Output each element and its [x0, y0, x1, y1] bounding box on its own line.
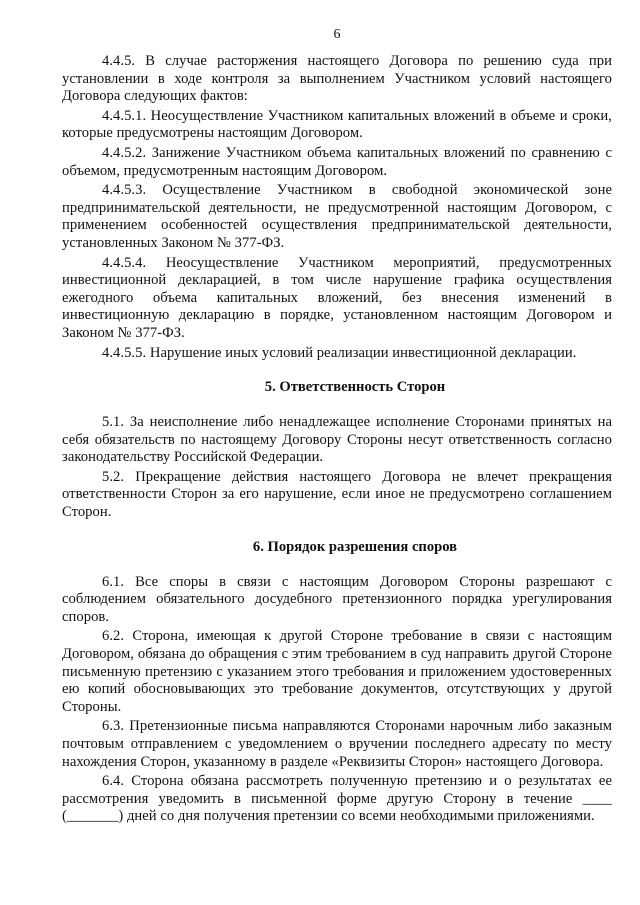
section-5-title: 5. Ответственность Сторон	[264, 379, 446, 396]
paragraph-6-2: 6.2. Сторона, имеющая к другой Стороне требование в связи с настоящим Договором, обязана до обращения с этим требованием в суд направить другой Стороне письменную претензию с указанием этого требования и приложением удостоверенных ею копий обосновывающих это требование документов, отсутствующих у другой Стороны.	[62, 628, 612, 715]
paragraph-4-4-5-5: 4.4.5.5. Нарушение иных условий реализации инвестиционной декларации.	[102, 344, 577, 361]
paragraph-5-1: 5.1. За неисполнение либо ненадлежащее исполнение Сторонами принятых на себя обязательств по настоящему Договору Стороны несут ответственность согласно законодательству Российской Федерации.	[62, 414, 612, 466]
paragraph-6-4: 6.4. Сторона обязана рассмотреть полученную претензию и о результатах ее рассмотрения уведомить в письменной форме другую Сторону в течение ____ (_______) дней со дня получения претензии со всеми необходимыми приложениями.	[62, 773, 612, 825]
paragraph-6-3: 6.3. Претензионные письма направляются Сторонами нарочным либо заказным почтовым отправлением с уведомлением о вручении последнего адресату по месту нахождения Сторон, указанному в разделе «Реквизиты Сторон» настоящего Договора.	[62, 718, 612, 770]
paragraph-4-4-5: 4.4.5. В случае расторжения настоящего Договора по решению суда при установлении в ходе контроля за выполнением Участником условий настоящего Договора следующих фактов:	[62, 53, 612, 105]
paragraph-4-4-5-4: 4.4.5.4. Неосуществление Участником мероприятий, предусмотренных инвестиционной декларацией, в том числе нарушение графика осуществления ежегодного объема капитальных вложений, без внесения изменений в инвестиционную декларацию в порядке, установленном настоящим Договором и Законом № 377-ФЗ.	[62, 254, 612, 341]
paragraph-4-4-5-1: 4.4.5.1. Неосуществление Участником капитальных вложений в объеме и сроки, которые предусмотрены настоящим Договором.	[62, 107, 612, 142]
page-number: 6	[333, 27, 341, 42]
paragraph-4-4-5-2: 4.4.5.2. Занижение Участником объема капитальных вложений по сравнению с объемом, предусмотренным настоящим Договором.	[62, 144, 612, 179]
paragraph-4-4-5-3: 4.4.5.3. Осуществление Участником в свободной экономической зоне предпринимательской деятельности, не предусмотренной настоящим Договором, с применением особенностей осуществления предпринимательской деятельности, установленных Законом № 377-ФЗ.	[62, 182, 612, 251]
section-6-title: 6. Порядок разрешения споров	[252, 538, 458, 555]
paragraph-6-1: 6.1. Все споры в связи с настоящим Договором Стороны разрешают с соблюдением обязательного досудебного претензионного порядка урегулирования споров.	[62, 573, 612, 625]
paragraph-5-2: 5.2. Прекращение действия настоящего Договора не влечет прекращения ответственности Сторон за его нарушение, если иное не предусмотрено соглашением Сторон.	[62, 468, 612, 521]
